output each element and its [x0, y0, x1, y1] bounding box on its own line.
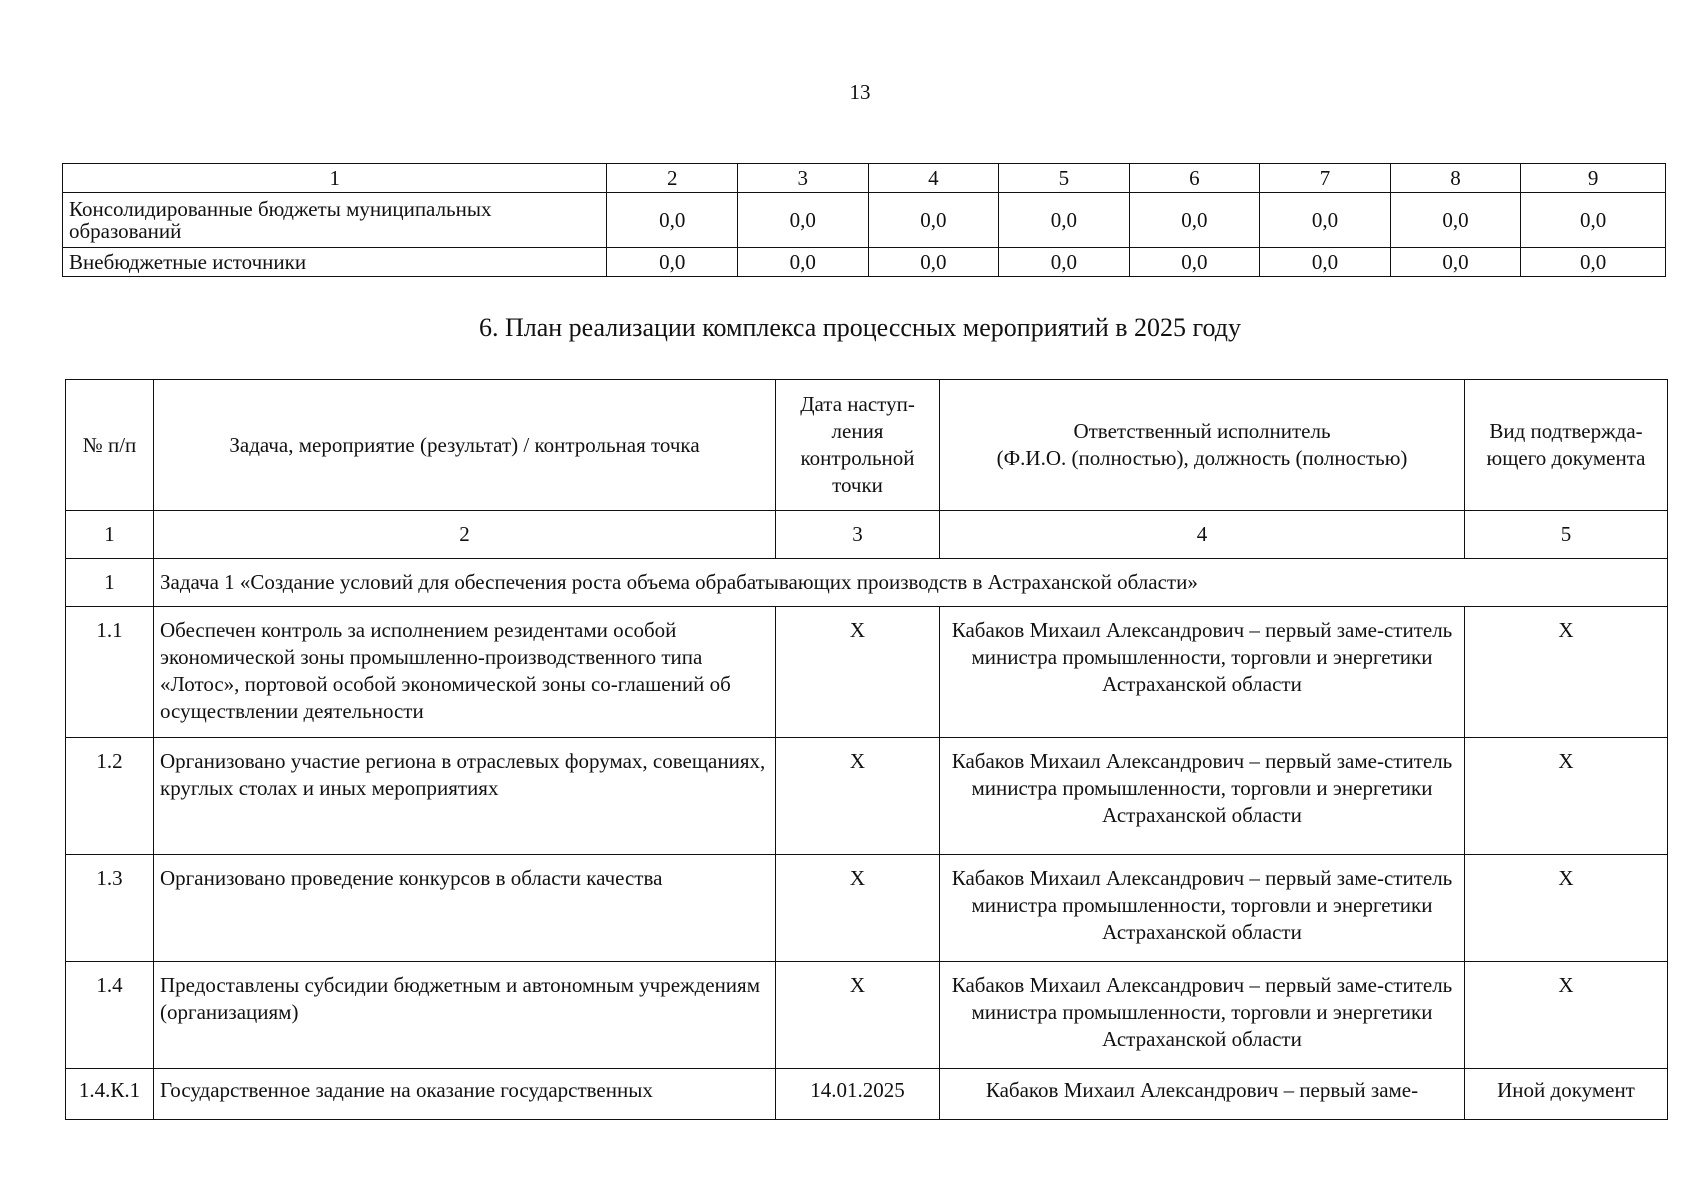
budget-header-cell: 2 [607, 164, 738, 193]
header-doc-line: ющего документа [1486, 446, 1646, 470]
row-num: 1.2 [66, 738, 154, 855]
budget-value: 0,0 [868, 248, 999, 277]
budget-value: 0,0 [868, 193, 999, 248]
row-num: 1.4.К.1 [66, 1069, 154, 1120]
row-doc: Х [1465, 855, 1668, 962]
row-date: Х [776, 962, 940, 1069]
header-doc-line: Вид подтвержда- [1489, 419, 1643, 443]
table-row [66, 607, 1668, 738]
page-number: 13 [849, 80, 871, 104]
row-doc: Х [1465, 607, 1668, 738]
budget-value: 0,0 [1521, 248, 1666, 277]
row-text: Обеспечен контроль за исполнением резидентами особой экономической зоны промышленно-производственного типа «Лотос», портовой особой экономической зоны со-глашений об осуществлении деятельности [154, 607, 776, 738]
row-responsible: Кабаков Михаил Александрович – первый заме-ститель министра промышленности, торговли и энергетики Астраханской области [940, 855, 1465, 962]
table-row [66, 855, 1668, 962]
row-num: 1.3 [66, 855, 154, 962]
header-date-line: контрольной [800, 446, 915, 470]
header-responsible-line: (Ф.И.О. (полностью), должность (полностью) [996, 446, 1408, 470]
budget-header-cell: 6 [1129, 164, 1260, 193]
budget-header-cell: 7 [1260, 164, 1391, 193]
budget-value: 0,0 [1260, 248, 1391, 277]
row-num: 1.1 [66, 607, 154, 738]
row-doc: Х [1465, 962, 1668, 1069]
budget-row-label: Консолидированные бюджеты муниципальных образований [63, 193, 607, 248]
budget-header-cell: 1 [63, 164, 607, 193]
budget-header-cell: 9 [1521, 164, 1666, 193]
row-responsible: Кабаков Михаил Александрович – первый заме- [940, 1069, 1465, 1120]
column-number: 1 [66, 511, 154, 559]
header-date-line: ления [831, 419, 884, 443]
column-number: 3 [776, 511, 940, 559]
budget-value: 0,0 [1390, 248, 1521, 277]
budget-row-label: Внебюджетные источники [63, 248, 607, 277]
column-number: 2 [154, 511, 776, 559]
header-date [776, 380, 940, 511]
row-text: Организовано участие региона в отраслевых форумах, совещаниях, круглых столах и иных мероприятиях [154, 738, 776, 855]
table-row [66, 962, 1668, 1069]
budget-value: 0,0 [607, 248, 738, 277]
budget-value: 0,0 [999, 193, 1130, 248]
budget-row [63, 248, 1666, 277]
row-date: Х [776, 738, 940, 855]
budget-header-cell: 3 [738, 164, 869, 193]
header-date-line: Дата наступ- [800, 392, 915, 416]
header-responsible-line: Ответственный исполнитель [1073, 419, 1331, 443]
section-title: 6. План реализации комплекса процессных мероприятий в 2025 году [478, 313, 1242, 342]
budget-value: 0,0 [738, 248, 869, 277]
task-num: 1 [66, 559, 154, 607]
header-doc [1465, 380, 1668, 511]
table-row [66, 738, 1668, 855]
budget-header-row [63, 164, 1666, 193]
budget-value: 0,0 [1390, 193, 1521, 248]
task-row [66, 559, 1668, 607]
row-date: Х [776, 855, 940, 962]
budget-header-cell: 8 [1390, 164, 1521, 193]
budget-header-cell: 4 [868, 164, 999, 193]
table-row [66, 1069, 1668, 1120]
row-text: Государственное задание на оказание государственных [154, 1069, 776, 1120]
header-task: Задача, мероприятие (результат) / контрольная точка [154, 380, 776, 511]
row-doc: Иной документ [1465, 1069, 1668, 1120]
budget-value: 0,0 [999, 248, 1130, 277]
budget-value: 0,0 [1129, 248, 1260, 277]
row-doc: Х [1465, 738, 1668, 855]
budget-value: 0,0 [1260, 193, 1391, 248]
plan-table [65, 379, 1668, 1120]
budget-value: 0,0 [738, 193, 869, 248]
row-responsible: Кабаков Михаил Александрович – первый заме-ститель министра промышленности, торговли и энергетики Астраханской области [940, 738, 1465, 855]
row-responsible: Кабаков Михаил Александрович – первый заме-ститель министра промышленности, торговли и энергетики Астраханской области [940, 962, 1465, 1069]
column-number: 5 [1465, 511, 1668, 559]
row-text: Предоставлены субсидии бюджетным и автономным учреждениям (организациям) [154, 962, 776, 1069]
plan-header-row [66, 380, 1668, 511]
budget-value: 0,0 [1521, 193, 1666, 248]
budget-row [63, 193, 1666, 248]
row-text: Организовано проведение конкурсов в области качества [154, 855, 776, 962]
budget-value: 0,0 [1129, 193, 1260, 248]
budget-value: 0,0 [607, 193, 738, 248]
row-responsible: Кабаков Михаил Александрович – первый заме-ститель министра промышленности, торговли и энергетики Астраханской области [940, 607, 1465, 738]
column-number-row [66, 511, 1668, 559]
row-date: 14.01.2025 [776, 1069, 940, 1120]
task-text: Задача 1 «Создание условий для обеспечения роста объема обрабатывающих производств в Астраханской области» [154, 559, 1668, 607]
header-responsible [940, 380, 1465, 511]
budget-table [62, 163, 1666, 277]
header-date-line: точки [832, 473, 883, 497]
row-date: Х [776, 607, 940, 738]
row-num: 1.4 [66, 962, 154, 1069]
header-num: № п/п [66, 380, 154, 511]
column-number: 4 [940, 511, 1465, 559]
budget-header-cell: 5 [999, 164, 1130, 193]
